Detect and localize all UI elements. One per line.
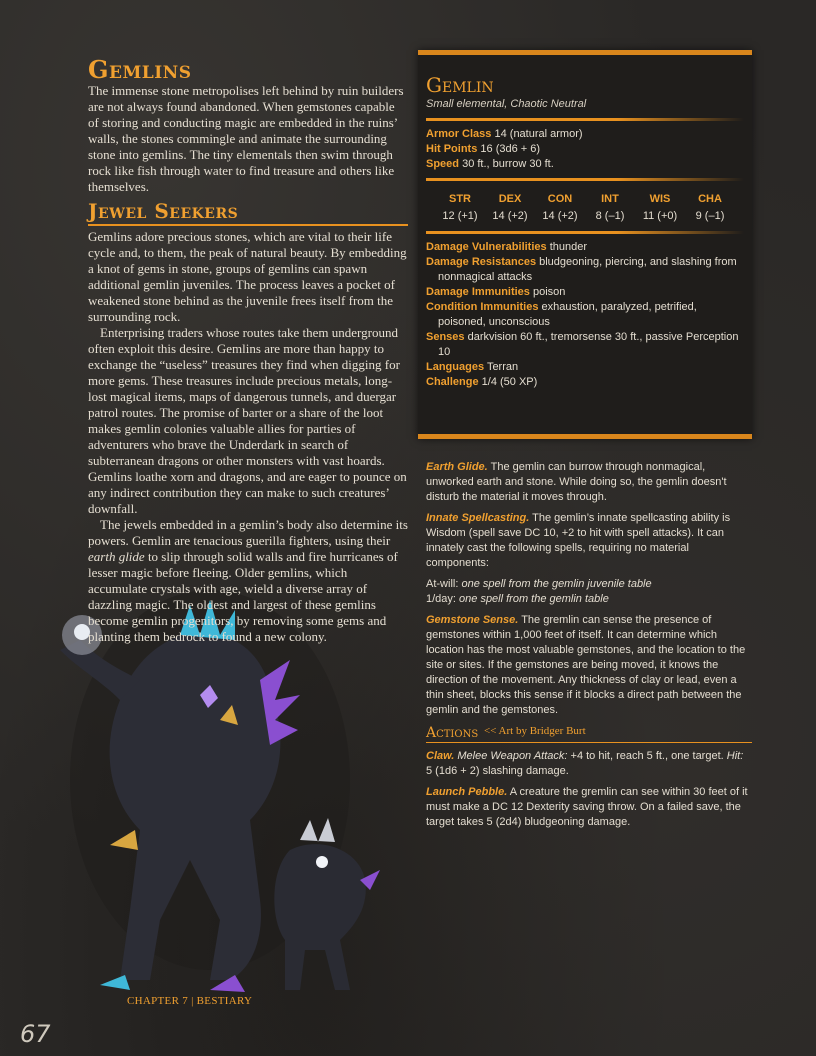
jewel-p3-end: to slip through solid walls and fire hurricanes of lesser magic before fleeing. Older gemlins, which accumulate crystals with age, wield a diverse array of dazzling magic. The oldest and largest of these gemlins become gemlin progenitors, by removing some gems and planting them bedrock to found a new colony.: [88, 549, 398, 644]
monster-type: Small elemental, Chaotic Neutral: [426, 98, 587, 110]
ac-value: 14 (natural armor): [494, 128, 583, 140]
damage-resistances: Damage Resistances bludgeoning, piercing, and slashing from nonmagical attacks: [426, 256, 737, 283]
trait-earth-glide: Earth Glide. The gemlin can burrow through nonmagical, unworked earth and stone. While doing so, the gemlin doesn't disturb the material it moves through.: [426, 461, 727, 503]
jewel-paragraph-3: [88, 517, 408, 645]
hp-value: 16 (3d6 + 6): [480, 143, 541, 155]
speed: [426, 157, 744, 172]
trait-gemstone-sense: Gemstone Sense. The gremlin can sense the presence of gemstones within 1,000 feet of itself. It can determine which location has the most valuable gemstones, and the location to the site or sites. If the gemstones are being moved, it knows the direction of the movement. Any thickness of clay or lead, even a thin sheet, blocks this sense if it blocks a direct path between the gemlin and the gemstones.: [426, 614, 746, 716]
armor-class: [426, 127, 744, 142]
earth-glide-emphasis: earth glide: [88, 549, 145, 564]
divider: [426, 178, 744, 181]
ability-dex: DEX 14 (+2): [492, 193, 528, 222]
damage-vulnerabilities: Damage Vulnerabilities thunder: [426, 241, 588, 253]
challenge: Challenge 1/4 (50 XP): [426, 376, 538, 388]
intro-paragraph: The immense stone metropolises left behind by ruin builders are not always found abandoned. When gemstones capable of storing and conducting magic are embedded in the ruins’ walls, the stones commingle and animate the surrounding stone into gemlins. The tiny elementals then swim through rock like fish through water to find treasure and others like themselves.: [88, 83, 404, 194]
actions-heading: Actions: [426, 724, 752, 743]
monster-name: Gemlin: [426, 73, 494, 97]
hit-points: [426, 142, 744, 157]
ability-str: STR 12 (+1): [442, 193, 478, 222]
condition-immunities: Condition Immunities exhaustion, paralyzed, petrified, poisoned, unconscious: [426, 301, 697, 328]
speed-value: 30 ft., burrow 30 ft.: [462, 158, 554, 170]
left-column: [88, 57, 408, 645]
section-heading-jewel-seekers: Jewel Seekers: [88, 199, 408, 226]
art-credit: << Art by Bridger Burt: [484, 725, 586, 737]
damage-immunities: Damage Immunities poison: [426, 286, 566, 298]
spell-at-will: At-will: one spell from the gemlin juvenile table: [426, 578, 652, 590]
hp-label: Hit Points: [426, 143, 478, 155]
action-launch-pebble: Launch Pebble. A creature the gremlin can see within 30 feet of it must make a DC 12 Dexterity saving throw. On a failed save, the target takes 5 (2d4) bludgeoning damage.: [426, 786, 748, 828]
chapter-footer: CHAPTER 7 | BESTIARY: [127, 995, 253, 1007]
languages: Languages Terran: [426, 361, 519, 373]
ability-wis: WIS 11 (+0): [642, 193, 678, 222]
spell-per-day: 1/day: one spell from the gemlin table: [426, 593, 609, 605]
action-claw: Claw. Melee Weapon Attack: +4 to hit, reach 5 ft., one target. Hit: 5 (1d6 + 2) slashing damage.: [426, 750, 744, 777]
page-number: 67: [20, 1020, 51, 1048]
divider: [426, 231, 744, 234]
stat-block: [418, 50, 752, 439]
jewel-paragraph-2: Enterprising traders whose routes take them underground often exploit this desire. Gemlins are more than happy to exchange the “useless” treasures they find when digging for more gems. These treasures include precious metals, long-lost magical items, maps of dangerous tunnels, and duergar patrol routes. The promise of barter or a share of the loot makes gemlin colonies valuable allies for parties of adventurers who brave the Underdark in search of subterranean dragons or other monsters with vast hoards. Gemlins loathe xorn and dragons, and are eager to pounce on any indirect contribution they can make to such creatures’ downfall.: [88, 325, 407, 516]
ability-scores: [426, 187, 744, 225]
ability-int: INT 8 (–1): [595, 193, 625, 222]
ability-cha: CHA 9 (–1): [695, 193, 725, 222]
speed-label: Speed: [426, 158, 460, 170]
trait-innate-spellcasting: Innate Spellcasting. The gemlin’s innate spellcasting ability is Wisdom (spell save DC 10, +2 to hit with spell attacks). It can innately cast the following spells, requiring no material components:: [426, 512, 731, 569]
jewel-paragraph-1: Gemlins adore precious stones, which are vital to their life cycle and, to them, the peak of natural beauty. By embedding a knot of gems in stone, groups of gemlins can spawn additional gemlin juveniles. The process leaves a pocket of weakened stone behind as the juvenile frees itself from the surrounding rock.: [88, 229, 407, 324]
jewel-p3-start: The jewels embedded in a gemlin’s body also determine its powers. Gemlin are tenacious guerilla fighters, using their: [88, 517, 408, 548]
ac-label: Armor Class: [426, 128, 492, 140]
divider: [426, 118, 744, 121]
page-title: Gemlins: [88, 55, 192, 84]
senses: Senses darkvision 60 ft., tremorsense 30 ft., passive Perception 10: [426, 331, 739, 358]
traits-section: [426, 454, 752, 830]
ability-con: CON 14 (+2): [542, 193, 578, 222]
